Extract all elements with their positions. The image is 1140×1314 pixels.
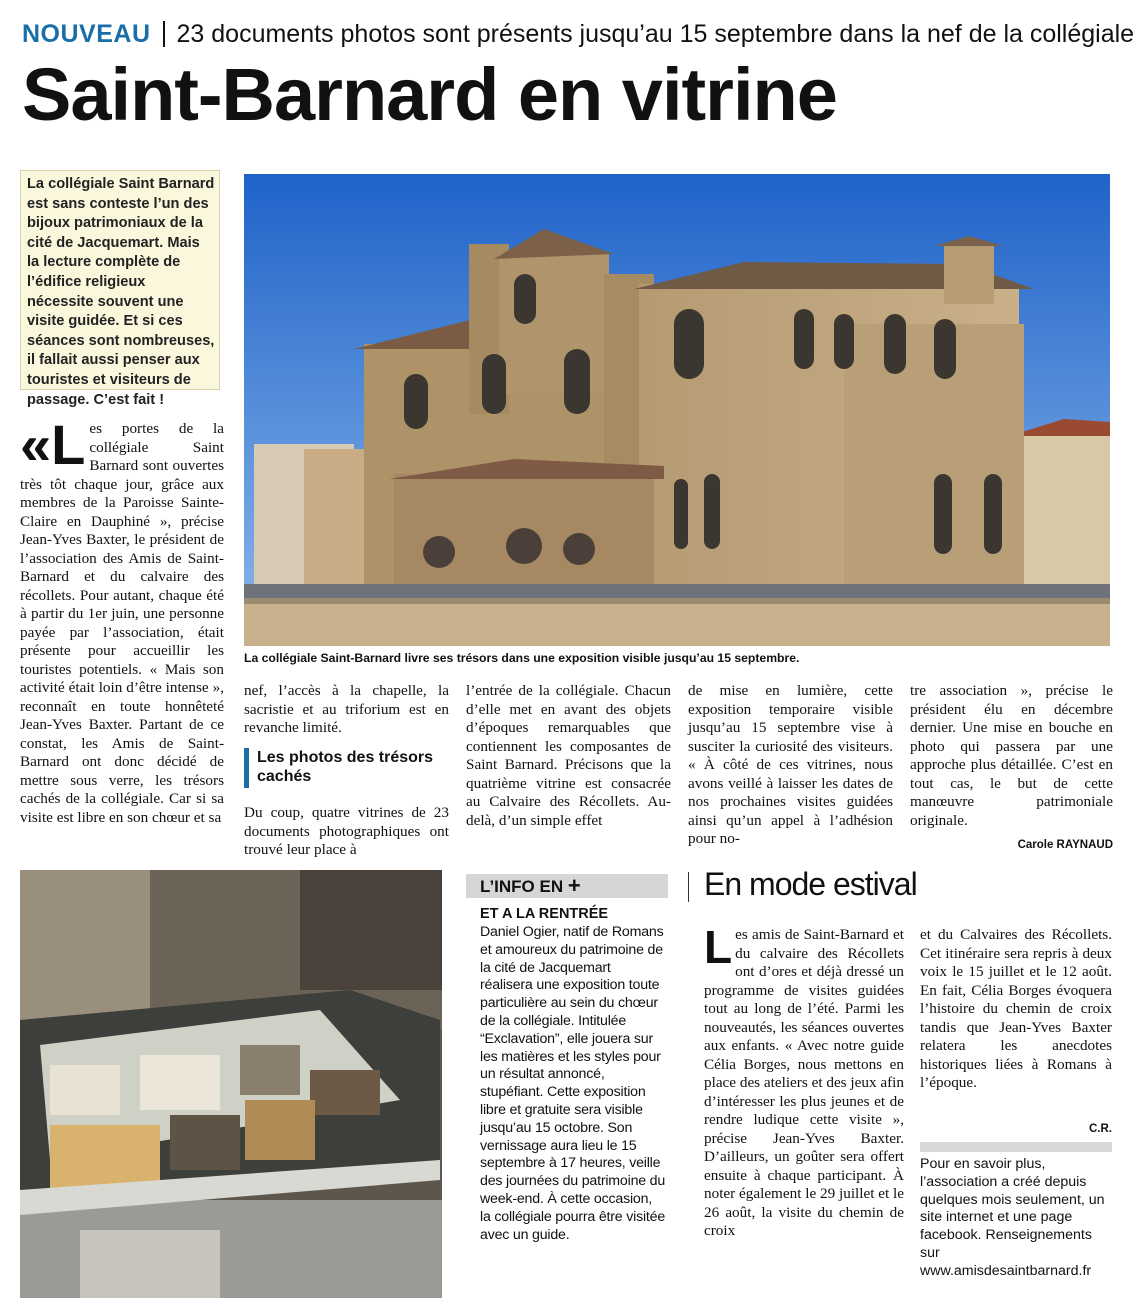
sidebar-shaded-rule bbox=[920, 1142, 1112, 1152]
info-box-text: Daniel Ogier, natif de Romans et amoureux du patrimoine de la cité de Jacquemart réalisera une exposition toute particulière au sein du chœur de la collégiale. Intitulée “Exclavation”, elle jouera sur les matières et les styles pour un résultat annoncé, stupéfiant. Cette exposition libre et gratuite sera visible jusqu’au 15 octobre. Son vernissage aura lieu le 15 septembre à 17 heures, veille des journées du patrimoine du week-end. À cette occasion, la collégiale pourra être visitée avec un guide. bbox=[480, 924, 666, 1243]
church-photo bbox=[244, 174, 1110, 646]
section-tag: NOUVEAU bbox=[22, 20, 151, 48]
info-box-title: L’INFO EN bbox=[480, 877, 564, 896]
info-box-subtitle: ET A LA RENTRÉE bbox=[480, 906, 609, 922]
article-column-3: l’entrée de la collégiale. Chacun d’elle met en avant des objets d’époques remarquables que contiennent les composantes de Saint Barnard. Précisons que la quatrième vitrine est consacrée au Calvaire des Récollets. Au-delà, d’un simple effet bbox=[466, 682, 671, 829]
section-subheading: Les photos des trésors cachés bbox=[244, 748, 449, 788]
sidebar-dropcap: L bbox=[704, 921, 733, 973]
page-title: Saint-Barnard en vitrine bbox=[22, 53, 837, 136]
sidebar-signature: C.R. bbox=[1089, 1123, 1112, 1135]
article-column-1-text: es portes de la collégiale Saint Barnard sont ouvertes très tôt chaque jour, grâce aux membres de la Paroisse Sainte-Claire en Dauphiné », précise Jean-Yves Baxter, le président de l’association des Amis de Saint-Barnard et du calvaire des récollets. Pour autant, chaque été à partir du 1er juin, une personne payée par l’association, était présente pour accueillir les touristes potentiels. « Mais son activité était loin d’être intense », reconnaît en toute honnêteté Jean-Yves Baxter. Partant de ce constat, les Amis de Saint-Barnard ont donc décidé de mettre sous verre, les trésors cachés de la collégiale. Car si sa visite est libre en son chœur et sa bbox=[20, 420, 224, 826]
kicker-text: 23 documents photos sont présents jusqu’au 15 septembre dans la nef de la collégiale bbox=[176, 20, 1135, 48]
info-box-header bbox=[466, 874, 668, 898]
info-box bbox=[466, 874, 668, 1274]
sidebar-column-1 bbox=[704, 921, 904, 1241]
kicker-line bbox=[22, 14, 1134, 54]
article-column-1 bbox=[20, 413, 224, 827]
kicker-divider bbox=[163, 21, 165, 47]
sidebar-column-2: et du Calvaires des Récollets. Cet itinéraire sera repris à deux voix le 15 juillet et le 12 août. En fait, Célia Borges évoquera l’histoire du chemin de croix tandis que Jean-Yves Baxter relatera les anecdotes historiques liées à Romans à l’époque. bbox=[920, 926, 1112, 1091]
lead-paragraph: La collégiale Saint Barnard est sans conteste l’un des bijoux patrimoniaux de la cité de Jacquemart. Mais la lecture complète de l’édifice religieux nécessite souvent une visite guidée. Et si ces séances sont nombreuses, il fallait aussi penser aux touristes et visiteurs de passage. C’est fait ! bbox=[20, 170, 220, 390]
article-column-4: de mise en lumière, cette exposition temporaire visible jusqu’au 15 septembre vise à susciter la curiosité des visiteurs. « À côté de ces vitrines, nous avons veillé à laisser les dates de nos prochaines visites guidées ainsi qu’un appel à l’adhésion pour no- bbox=[688, 682, 893, 847]
quote-dropcap: «L bbox=[20, 413, 86, 476]
sidebar-column-1-text: es amis de Saint-Barnard et du calvaire des Récollets ont d’ores et déjà dressé un programme de visites guidées tout au long de l’été. Parmi les nouveautés, les séances ouvertes aux enfants. « Avec notre guide Célia Borges, nous mettons en place des ateliers et des jeux afin d’intéresser les plus jeunes et de rendre ludique cette visite », précise Jean-Yves Baxter. D’ailleurs, un goûter sera offert ensuite à chaque participant. À noter également le 29 juillet et le 26 août, la visite du chemin de croix bbox=[704, 926, 904, 1239]
plus-icon: + bbox=[567, 873, 581, 898]
display-case-photo bbox=[20, 870, 442, 1298]
article-column-2: nef, l’accès à la chapelle, la sacristie et au triforium est en revanche limité. bbox=[244, 682, 449, 736]
article-column-2-continued: Du coup, quatre vitrines de 23 documents photographiques ont trouvé leur place à bbox=[244, 804, 449, 858]
section-divider bbox=[688, 872, 689, 902]
sidebar-title: En mode estival bbox=[704, 866, 917, 902]
photo-caption: La collégiale Saint-Barnard livre ses trésors dans une exposition visible jusqu’au 15 septembre. bbox=[244, 651, 800, 665]
article-column-5: tre association », précise le président élu en décembre dernier. Une mise en bouche en photo qui passera par une approche plus détaillée. C’est en tout cas, le but de cette manœuvre patrimoniale originale. bbox=[910, 682, 1113, 829]
more-info-text: Pour en savoir plus, l’association a créé depuis quelques mois seulement, un site internet et une page facebook. Renseignements sur www.amisdesaintbarnard.fr bbox=[920, 1156, 1105, 1279]
author-signature: Carole RAYNAUD bbox=[1017, 839, 1113, 851]
